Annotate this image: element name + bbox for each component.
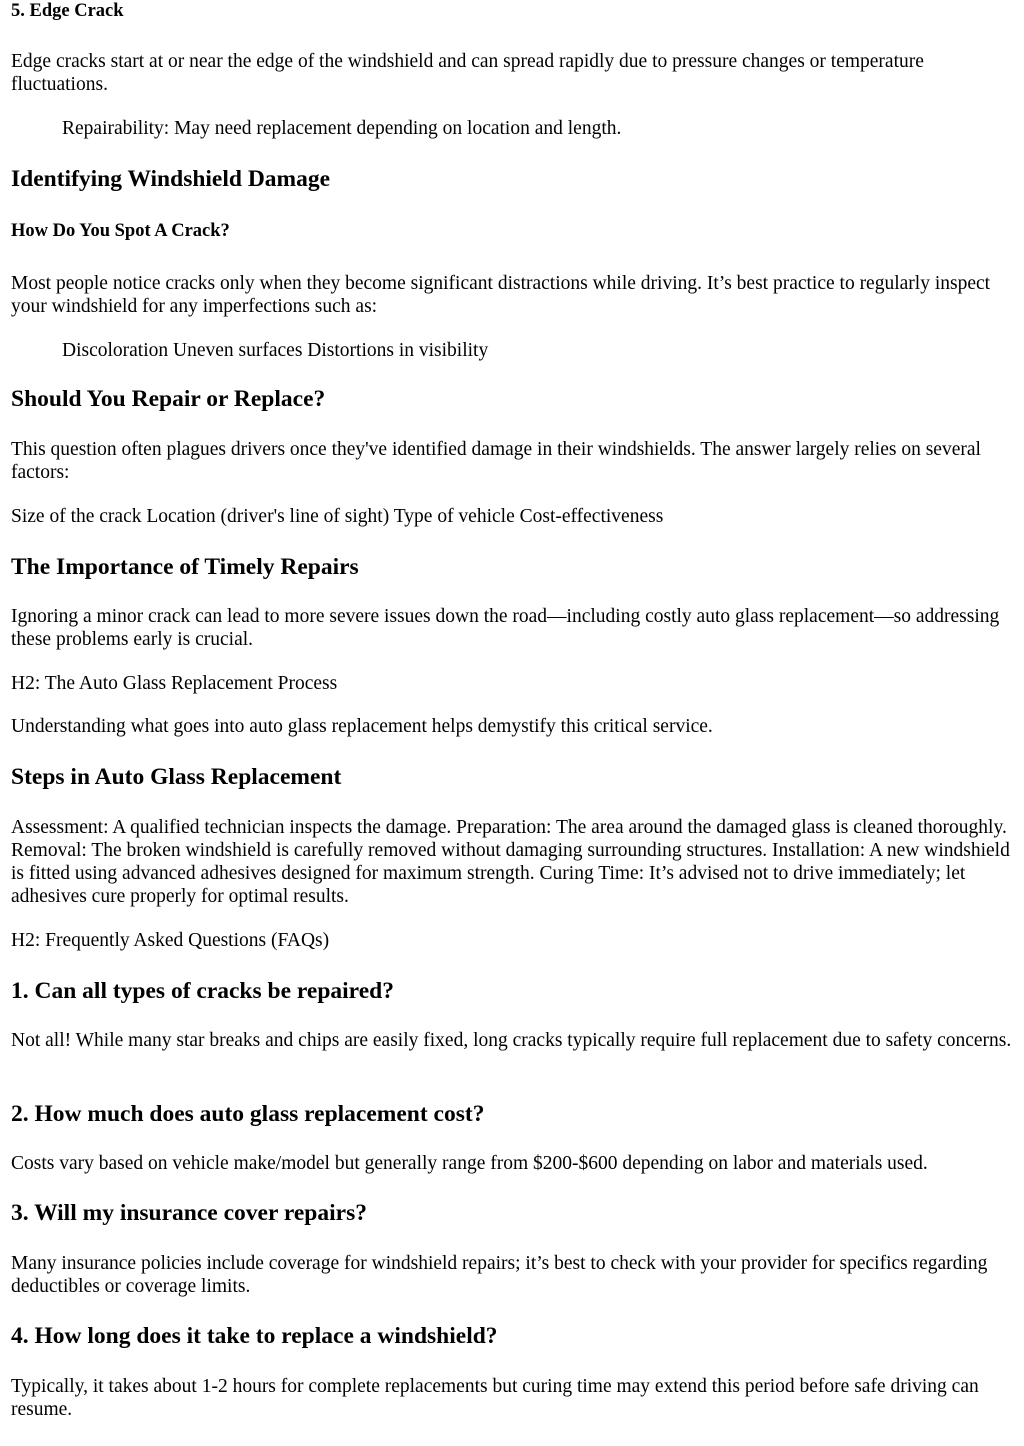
repair-or-replace-paragraph: This question often plagues drivers once they've identified damage in their windshields. The answer largely relies on several factors: [11,439,981,483]
faq-answer-3: Many insurance policies include coverage for windshield repairs; it’s best to check with your provider for specifics regarding deductibles or coverage limits. [11,1253,988,1297]
identifying-damage-heading: Identifying Windshield Damage [11,166,331,192]
faq-question-3: 3. Will my insurance cover repairs? [11,1200,367,1226]
timely-repairs-heading: The Importance of Timely Repairs [11,554,359,580]
faq-label: H2: Frequently Asked Questions (FAQs) [11,930,330,951]
steps-paragraph: Assessment: A qualified technician inspects the damage. Preparation: The area around the damaged glass is cleaned thoroughly. Removal: The broken windshield is carefully removed without damaging surrounding structures. Installation: A new windshield is fitted using advanced adhesives designed for maximum strength. Curing Time: It’s advised not to drive immediately; let adhesives cure properly for optimal results. [11,817,1010,907]
faq-question-1: 1. Can all types of cracks be repaired? [11,978,394,1004]
imperfections-quote: Discoloration Uneven surfaces Distortions in visibility [62,340,489,361]
replacement-process-label: H2: The Auto Glass Replacement Process [11,673,338,694]
faq-answer-4: Typically, it takes about 1-2 hours for complete replacements but curing time may extend this period before safe driving can resume. [11,1376,979,1420]
repair-or-replace-heading: Should You Repair or Replace? [11,386,326,412]
spot-crack-subheading: How Do You Spot A Crack? [11,221,230,241]
steps-heading: Steps in Auto Glass Replacement [11,764,342,790]
spot-crack-paragraph: Most people notice cracks only when they become significant distractions while driving. It’s best practice to regularly inspect your windshield for any imperfections such as: [11,273,991,317]
faq-question-2: 2. How much does auto glass replacement cost? [11,1101,485,1127]
factors-paragraph: Size of the crack Location (driver's line of sight) Type of vehicle Cost-effectiveness [11,506,664,527]
faq-answer-1: Not all! While many star breaks and chips are easily fixed, long cracks typically require full replacement due to safety concerns. [11,1030,1012,1051]
faq-answer-2: Costs vary based on vehicle make/model but generally range from $200-$600 depending on labor and materials used. [11,1153,928,1174]
timely-repairs-paragraph: Ignoring a minor crack can lead to more severe issues down the road—including costly auto glass replacement—so addressing these problems early is crucial. [11,606,1000,650]
edge-crack-heading: 5. Edge Crack [11,1,124,21]
edge-crack-paragraph: Edge cracks start at or near the edge of the windshield and can spread rapidly due to pressure changes or temperature fluctuations. [11,51,924,95]
replacement-process-paragraph: Understanding what goes into auto glass replacement helps demystify this critical service. [11,716,713,737]
faq-question-4: 4. How long does it take to replace a windshield? [11,1323,498,1349]
edge-crack-repairability-quote: Repairability: May need replacement depending on location and length. [62,118,622,139]
